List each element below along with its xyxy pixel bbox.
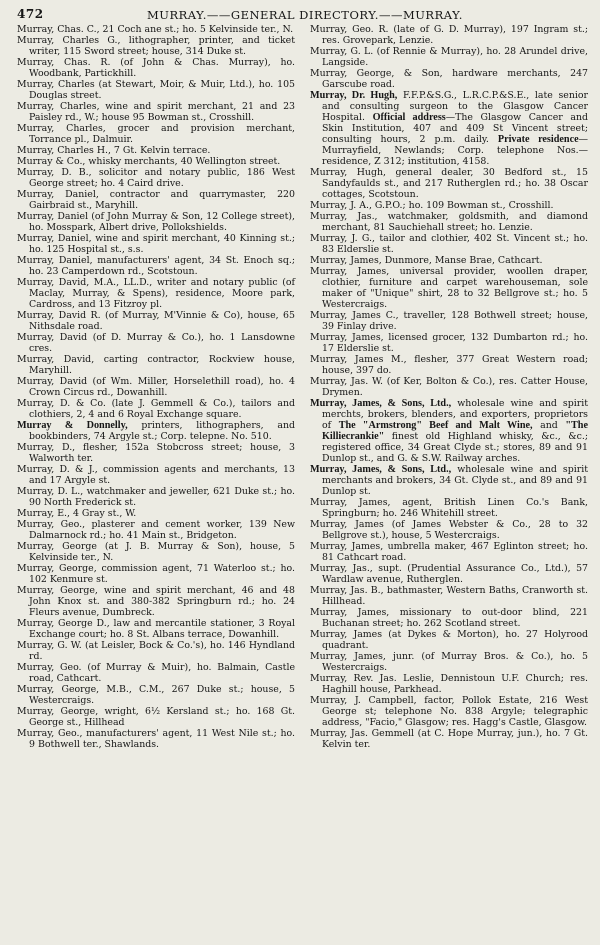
directory-entry: Murray & Donnelly, printers, lithographers, and bookbinders, 74 Argyle st.; Corp. telepne. No. 510. bbox=[17, 420, 295, 442]
directory-entry: Murray, G. W. (at Leisler, Bock & Co.'s), ho. 146 Hyndland rd. bbox=[17, 640, 295, 662]
directory-entry: Murray, Hugh, general dealer, 30 Bedford st., 15 Sandyfaulds st., and 217 Rutherglen rd.; ho. 38 Oscar cottages, Scotstoun. bbox=[310, 167, 588, 200]
directory-entry: Murray, George (at J. B. Murray & Son), house, 5 Kelvinside ter., N. bbox=[17, 541, 295, 563]
directory-entry: Murray, James, agent, British Linen Co.'s Bank, Springburn; ho. 246 Whitehill street. bbox=[310, 497, 588, 519]
directory-entry: Murray, James, missionary to out-door blind, 221 Buchanan street; ho. 262 Scotland street. bbox=[310, 607, 588, 629]
directory-entry: Murray, David (of Wm. Miller, Horselethill road), ho. 4 Crown Circus rd., Dowanhill. bbox=[17, 376, 295, 398]
directory-entry: Murray, George, M.B., C.M., 267 Duke st.; house, 5 Westercraigs. bbox=[17, 684, 295, 706]
directory-entry: Murray, Geo. R. (late of G. D. Murray), 197 Ingram st.; res. Grovepark, Lenzie. bbox=[310, 24, 588, 46]
directory-entry: Murray, Charles H., 7 Gt. Kelvin terrace. bbox=[17, 145, 211, 156]
directory-entry: Murray, Daniel, manufacturers' agent, 34 St. Enoch sq.; ho. 23 Camperdown rd., Scotstoun. bbox=[17, 255, 295, 277]
directory-entry: Murray, Charles G., lithographer, printer, and ticket writer, 115 Sword street; house, 314 Duke st. bbox=[17, 35, 295, 57]
directory-entry: Murray, David R. (of Murray, M'Vinnie & Co), house, 65 Nithsdale road. bbox=[17, 310, 295, 332]
directory-entry: Murray, G. L. (of Rennie & Murray), ho. 28 Arundel drive, Langside. bbox=[310, 46, 588, 68]
directory-entry: Murray, George, & Son, hardware merchants, 247 Garscube road. bbox=[310, 68, 588, 90]
right-column bbox=[310, 24, 588, 750]
directory-entry: Murray, Charles, grocer and provision merchant, Torrance pl., Dalmuir. bbox=[17, 123, 295, 145]
directory-columns bbox=[17, 24, 588, 750]
directory-entry: Murray, James, & Sons, Ltd., wholesale wine and spirit merchts, brokers, blenders, and exporters, proprietors of The "Armstrong" Beef and Malt Wine, and "The Killiecrankie" finest old Highland whisky, &c., &c.; registered office, 34 Great Clyde st.; stores, 89 and 91 Dunlop st., and G. & S.W. Railway arches. bbox=[310, 398, 588, 464]
directory-entry: Murray, Jas. W. (of Ker, Bolton & Co.), res. Catter House, Drymen. bbox=[310, 376, 588, 398]
directory-entry: Murray, Jas., supt. (Prudential Assurance Co., Ltd.), 57 Wardlaw avenue, Rutherglen. bbox=[310, 563, 588, 585]
directory-entry: Murray, Chas. C., 21 Coch ane st.; ho. 5 Kelvinside ter., N. bbox=[17, 24, 294, 35]
directory-entry: Murray, James (at Dykes & Morton), ho. 27 Holyrood quadrant. bbox=[310, 629, 588, 651]
directory-entry: Murray, D., flesher, 152a Stobcross street; house, 3 Walworth ter. bbox=[17, 442, 295, 464]
directory-entry: Murray, David, carting contractor, Rockview house, Maryhill. bbox=[17, 354, 295, 376]
directory-entry: Murray, J. Campbell, factor, Pollok Estate, 216 West George st; telephone No. 838 Argyle; telegraphic address, "Facio," Glasgow; res. Hagg's Castle, Glasgow. bbox=[310, 695, 588, 728]
directory-entry: Murray, George, wright, 6½ Kersland st.; ho. 168 Gt. George st., Hillhead bbox=[17, 706, 295, 728]
directory-entry: Murray, George, commission agent, 71 Waterloo st.; ho. 102 Kenmure st. bbox=[17, 563, 295, 585]
directory-entry: Murray, J. A., G.P.O.; ho. 109 Bowman st., Crosshill. bbox=[310, 200, 554, 211]
directory-entry: Murray, James, licensed grocer, 132 Dumbarton rd.; ho. 17 Elderslie st. bbox=[310, 332, 588, 354]
running-title: MURRAY.——GENERAL DIRECTORY.——MURRAY. bbox=[147, 8, 463, 22]
directory-entry: Murray, Daniel, wine and spirit merchant, 40 Kinning st.; ho. 125 Hospital st., s.s. bbox=[17, 233, 295, 255]
directory-entry: Murray, George D., law and mercantile stationer, 3 Royal Exchange court; ho. 8 St. Albans terrace, Dowanhill. bbox=[17, 618, 295, 640]
directory-entry: Murray, David, M.A., LL.D., writer and notary public (of Maclay, Murray, & Spens), residence, Moore park, Cardross, and 13 Fitzroy pl. bbox=[17, 277, 295, 310]
directory-entry: Murray, D. L., watchmaker and jeweller, 621 Duke st.; ho. 90 North Frederick st. bbox=[17, 486, 295, 508]
directory-entry: Murray, James (of James Webster & Co., 28 to 32 Bellgrove st.), house, 5 Westercraigs. bbox=[310, 519, 588, 541]
directory-entry: Murray, J. G., tailor and clothier, 402 St. Vincent st.; ho. 83 Elderslie st. bbox=[310, 233, 588, 255]
directory-entry: Murray, James C., traveller, 128 Bothwell street; house, 39 Finlay drive. bbox=[310, 310, 588, 332]
directory-entry: Murray, D. & Co. (late J. Gemmell & Co.), tailors and clothiers, 2, 4 and 6 Royal Exchange square. bbox=[17, 398, 295, 420]
directory-entry: Murray, Charles (at Stewart, Moir, & Muir, Ltd.), ho. 105 Douglas street. bbox=[17, 79, 295, 101]
directory-entry: Murray, James, umbrella maker, 467 Eglinton street; ho. 81 Cathcart road. bbox=[310, 541, 588, 563]
directory-entry: Murray, Dr. Hugh, F.F.P.&S.G., L.R.C.P.&S.E., late senior and consulting surgeon to the Glasgow Cancer Hospital. Official address—The Glasgow Cancer and Skin Institution, 407 and 409 St Vincent street; consulting hours, 2 p.m. daily. Private residence—Murrayfield, Newlands; Corp. telephone Nos.—residence, Z 312; institution, 4158. bbox=[310, 90, 588, 167]
directory-entry: Murray, Rev. Jas. Leslie, Dennistoun U.F. Church; res. Haghill house, Parkhead. bbox=[310, 673, 588, 695]
directory-entry: Murray, D. B., solicitor and notary public, 186 West George street; ho. 4 Caird drive. bbox=[17, 167, 295, 189]
directory-entry: Murray, James, universal provider, woollen draper, clothier, furniture and carpet warehouseman, sole maker of "Unique" shirt, 28 to 32 Bellgrove st.; ho. 5 Westercraigs. bbox=[310, 266, 588, 310]
directory-entry: Murray & Co., whisky merchants, 40 Wellington street. bbox=[17, 156, 281, 167]
directory-entry: Murray, Geo., plasterer and cement worker, 139 New Dalmarnock rd.; ho. 41 Main st., Bridgeton. bbox=[17, 519, 295, 541]
directory-entry: Murray, Geo., manufacturers' agent, 11 West Nile st.; ho. 9 Bothwell ter., Shawlands. bbox=[17, 728, 295, 750]
directory-entry: Murray, James, junr. (of Murray Bros. & Co.), ho. 5 Westercraigs. bbox=[310, 651, 588, 673]
directory-entry: Murray, Charles, wine and spirit merchant, 21 and 23 Paisley rd., W.; house 95 Bowman st., Crosshill. bbox=[17, 101, 295, 123]
directory-entry: Murray, Daniel (of John Murray & Son, 12 College street), ho. Mosspark, Albert drive, Pollokshields. bbox=[17, 211, 295, 233]
directory-entry: Murray, James, Dunmore, Manse Brae, Cathcart. bbox=[310, 255, 543, 266]
directory-entry: Murray, Jas. Gemmell (at C. Hope Murray, jun.), ho. 7 Gt. Kelvin ter. bbox=[310, 728, 588, 750]
directory-entry: Murray, Chas. R. (of John & Chas. Murray), ho. Woodbank, Partickhill. bbox=[17, 57, 295, 79]
page-number: 472 bbox=[17, 7, 44, 21]
directory-entry: Murray, Jas. B., bathmaster, Western Baths, Cranworth st. Hillhead. bbox=[310, 585, 588, 607]
directory-entry: Murray, James, & Sons, Ltd., wholesale wine and spirit merchants and brokers, 34 Gt. Clyde st., and 89 and 91 Dunlop st. bbox=[310, 464, 588, 497]
directory-entry: Murray, David (of D. Murray & Co.), ho. 1 Lansdowne cres. bbox=[17, 332, 295, 354]
directory-entry: Murray, James M., flesher, 377 Great Western road; house, 397 do. bbox=[310, 354, 588, 376]
page-header bbox=[17, 6, 588, 24]
directory-entry: Murray, D. & J., commission agents and merchants, 13 and 17 Argyle st. bbox=[17, 464, 295, 486]
directory-entry: Murray, Daniel, contractor and quarrymaster, 220 Gairbraid st., Maryhill. bbox=[17, 189, 295, 211]
directory-entry: Murray, E., 4 Gray st., W. bbox=[17, 508, 137, 519]
left-column bbox=[17, 24, 295, 750]
directory-entry: Murray, Geo. (of Murray & Muir), ho. Balmain, Castle road, Cathcart. bbox=[17, 662, 295, 684]
directory-entry: Murray, George, wine and spirit merchant, 46 and 48 John Knox st. and 380-382 Springburn rd.; ho. 24 Fleurs avenue, Dumbreck. bbox=[17, 585, 295, 618]
directory-entry: Murray, Jas., watchmaker, goldsmith, and diamond merchant, 81 Sauchiehall street; ho. Lenzie. bbox=[310, 211, 588, 233]
